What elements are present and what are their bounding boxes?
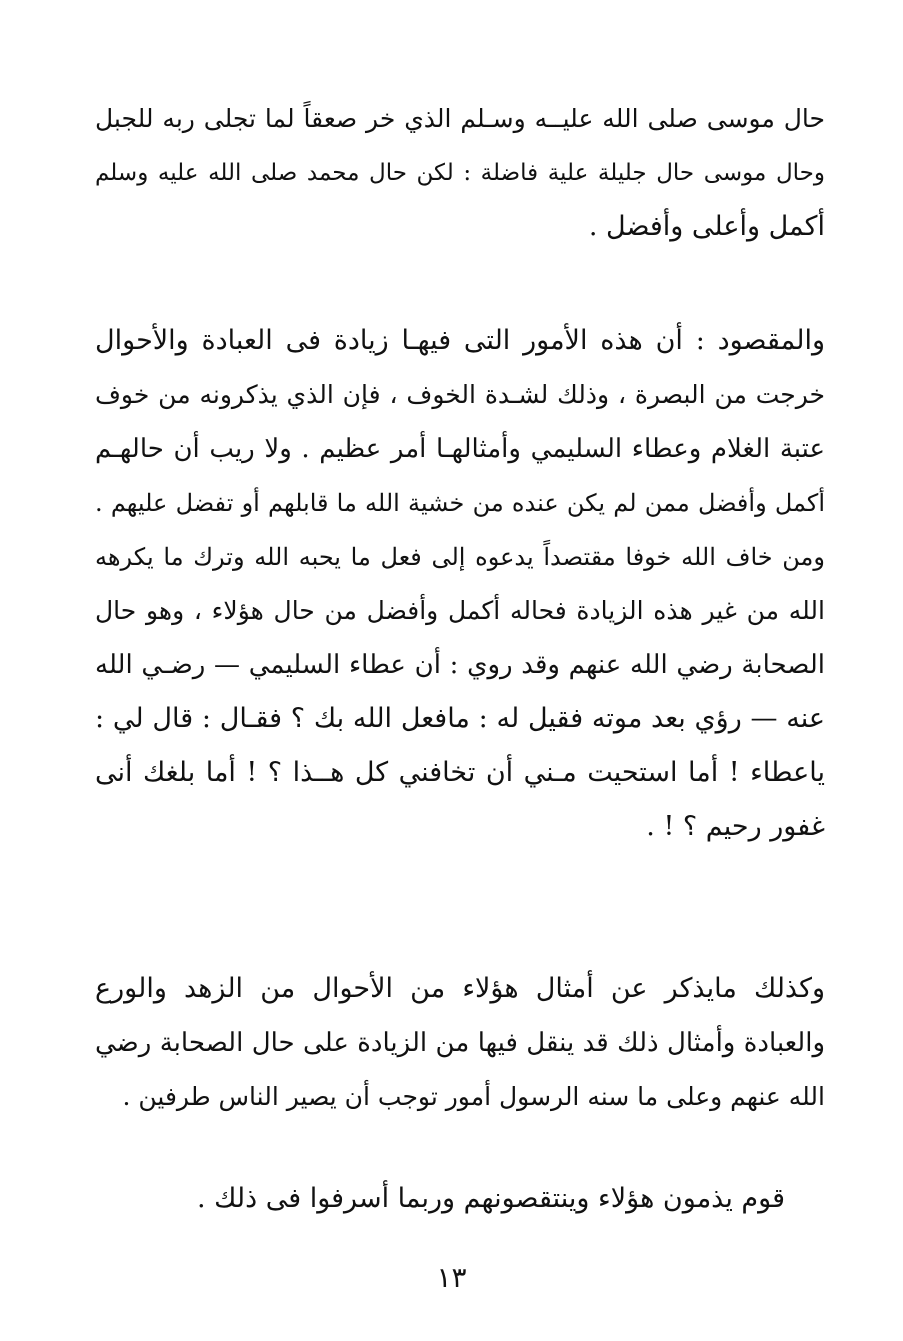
text-line: ومن خاف الله خوفا مقتصداً يدعوه إلى فعل ما يحبه الله وترك ما يكرهه — [95, 543, 825, 571]
text-line: وكذلك مايذكر عن أمثال هؤلاء من الأحوال من الزهد والورع — [95, 973, 825, 1004]
text-line: عنه — رؤي بعد موته فقيل له : مافعل الله بك ؟ فقـال : قال لي : — [95, 703, 825, 734]
text-line: قوم يذمون هؤلاء وينتقصونهم وربما أسرفوا فى ذلك . — [196, 1183, 785, 1214]
paragraph-1 — [95, 92, 825, 254]
text-line: ياعطاء ! أما استحيت مـني أن تخافني كل هــذا ؟ ! أما بلغك أنى — [95, 757, 825, 788]
text-line: عتبة الغلام وعطاء السليمي وأمثالهـا أمر عظيم . ولا ريب أن حالهـم — [95, 434, 825, 464]
text-line: أكمل وأفضل ممن لم يكن عنده من خشية الله ما قابلهم أو تفضل عليهم . — [95, 489, 825, 517]
text-line: الصحابة رضي الله عنهم وقد روي : أن عطاء السليمي — رضـي الله — [95, 650, 825, 680]
text-line: الله من غير هذه الزيادة فحاله أكمل وأفضل من حال هؤلاء ، وهو حال — [95, 596, 825, 625]
text-line: غفور رحيم ؟ ! . — [646, 811, 825, 842]
text-line: الله عنهم وعلى ما سنه الرسول أمور توجب أن يصير الناس طرفين . — [122, 1082, 825, 1111]
paragraph-4 — [95, 1172, 825, 1226]
paragraph-2 — [95, 314, 825, 854]
text-line: حال موسى صلى الله عليــه وسـلم الذي خر صعقاً لما تجلى ربه للجبل — [95, 104, 825, 133]
page-number: ١٣ — [436, 1261, 467, 1294]
paragraph-3 — [95, 962, 825, 1124]
text-line: خرجت من البصرة ، وذلك لشـدة الخوف ، فإن الذي يذكرونه من خوف — [95, 380, 825, 409]
text-line: والعبادة وأمثال ذلك قد ينقل فيها من الزيادة على حال الصحابة رضي — [95, 1028, 825, 1058]
text-line: والمقصود : أن هذه الأمور التى فيهـا زيادة فى العبادة والأحوال — [95, 325, 825, 356]
text-line: أكمل وأعلى وأفضل . — [588, 211, 825, 242]
text-line: وحال موسى حال جليلة علية فاضلة : لكن حال محمد صلى الله عليه وسلم — [95, 160, 825, 186]
